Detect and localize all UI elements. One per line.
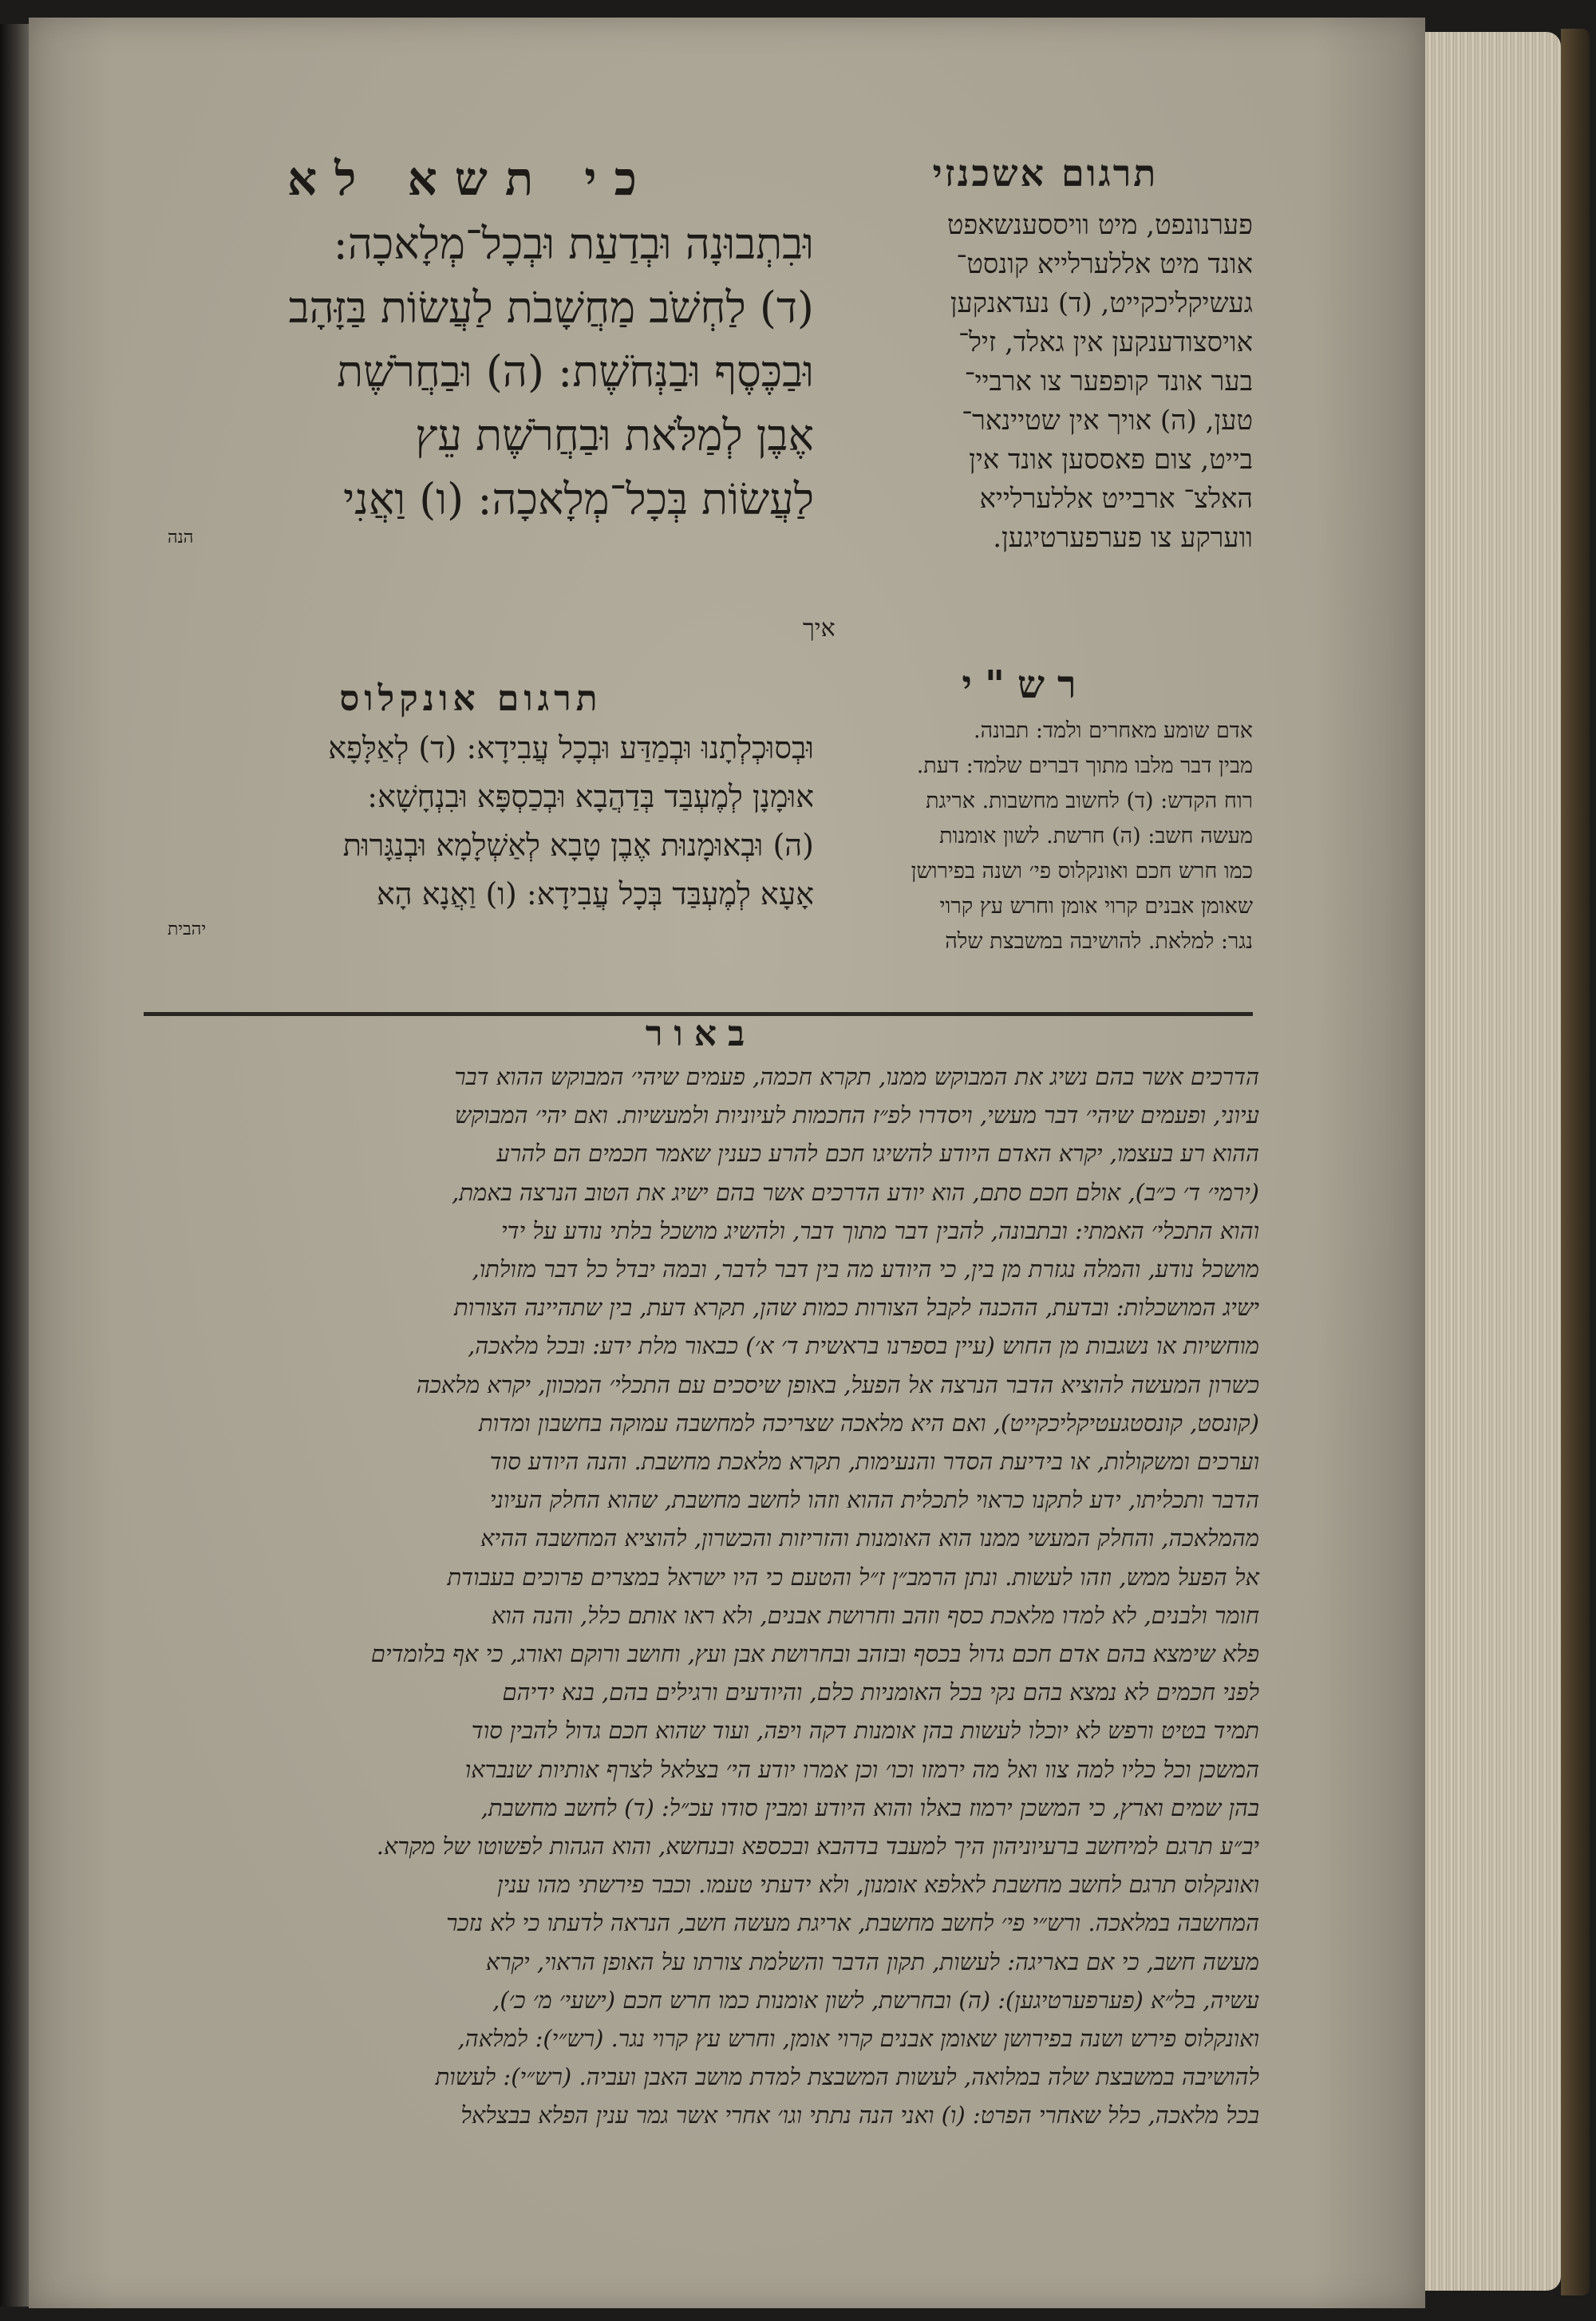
torah-line: אֶבֶן לְמַלֹּאת וּבַחֲרֹשֶׁת עֵץ (415, 410, 814, 461)
biur-line: הדרכים אשר בהם נשיג את המבוקש ממנו, תקרא חכמה, פעמים שיהי׳ המבוקש ההוא דבר (454, 1063, 1259, 1090)
rashi-column (798, 662, 1253, 959)
biur-line: אל הפעל ממש, וזהו לעשות. ונתן הרמב״ן ז״ל והטעם כי היו ישראל במצרים פרוכים בעבודת (447, 1563, 1259, 1591)
biur-line: בהן שמים וארץ, כי המשכן ירמוז באלו והוא היודע ומבין סודו עכ״ל: (ד) לחשב מחשבת, (480, 1793, 1259, 1821)
biur-line: המשכן וכל כליו למה צוו ואל מה ירמזו וכו׳ וכן אמרו יודע הי׳ בצלאל לצרף אותיות שנבראו (464, 1755, 1259, 1783)
rashi-line: כמו חרש חכם ואונקלוס פי׳ ושנה בפירושן (911, 859, 1253, 884)
biur-line: (ירמי׳ ד׳ כ״ב), אולם חכם סתם, הוא יודע הדרכים אשר בהם ישיג את הטוב הנרצה באמת, (452, 1178, 1259, 1206)
onkelos-line: אָעָא לְמֶעְבַּד בְּכָל עֲבִידָא: (ו) וַאֲנָא הָא (376, 876, 814, 911)
onkelos-line: וּבְסוּכְלְתָנוּ וּבְמַדַּע וּבְכָל עֲבִידָא: (ד) לְאַלָּפָא (328, 730, 814, 765)
biur-line: כשרון המעשה להוציא הדבר הנרצה אל הפעל, באופן שיסכים עם התכלי׳ המכוון, יקרא מלאכה (416, 1370, 1259, 1398)
biur-line: עיוני, ופעמים שיהי׳ דבר מעשי, ויסדרו לפ״ז החכמות לעיוניות ולמעשיות. ואם יהי׳ המבוקש (454, 1101, 1259, 1129)
biur-line: מושכל נודע, והמלה נגזרת מן בין, כי היודע מה בין דבר לדבר, ובמה יבדל כל דבר מזולתו, (472, 1255, 1259, 1283)
rashi-line: מעשה חשב: (ה) חרשת. לשון אומנות (939, 824, 1253, 848)
onkelos-title: תרגום אונקלוס (339, 678, 602, 719)
biur-line: מהמלאכה, והחלק המעשי ממנו הוא האומנות והזריזות והכשרון, להוציא המחשבה ההיא (480, 1524, 1259, 1552)
ashkenazi-line: אונד מיט אללערלייא קונסט־ (956, 248, 1253, 280)
onkelos-column (128, 678, 814, 939)
ashkenazi-catchword: איך (803, 615, 836, 643)
rashi-line: רוח הקדש: (ד) לחשוב מחשבות. אריגת (926, 789, 1253, 813)
rashi-line: מבין דבר מלבו מתוך דברים שלמד: דעת. (916, 753, 1253, 778)
book-cover-edge (1561, 29, 1590, 2295)
biur-line: ההוא רע בעצמו, יקרא האדם היודע להשיגו חכם להרע כענין שאמר חכמים הם להרע (496, 1140, 1259, 1168)
page-stack-edge (1425, 32, 1561, 2291)
ashkenazi-title: תרגום אשכנזי (932, 152, 1159, 195)
ashkenazi-line: ווערקע צו פערפערטיגען. (993, 522, 1253, 554)
rashi-line: אדם שומע מאחרים ולמד: תבונה. (974, 718, 1253, 743)
biur-line: ואונקלוס פירש ושנה בפירושן שאומן אבנים קרוי אומן, וחרש עץ קרוי נגר. (רש״י): למלאה, (457, 2025, 1259, 2053)
torah-line: לַעֲשׂוֹת בְּכָל־מְלָאכָה: (ו) וַאֲנִי (343, 474, 814, 524)
onkelos-catchword: יהבית (168, 919, 207, 939)
ashkenazi-line: בער אונד קופפער צו ארביי־ (964, 366, 1253, 397)
biur-line: לפני חכמים לא נמצא בהם נקי בכל האומניות כלם, והיודעים ורגילים בהם, בנא ידיהם (502, 1678, 1259, 1706)
biur-line: (קונסט, קונסטגעטיקליכקייט), ואם היא מלאכה שצריכה למחשבה עמוקה בחשבון ומדות (478, 1409, 1259, 1437)
biur-line: המחשבה במלאכה. ורש״י פי׳ לחשב מחשבת, אריגת מעשה חשב, הנראה לדעתו כי לא נזכר (446, 1909, 1259, 1937)
ashkenazi-line: געשיקליכקייט, (ד) נעדאנקען (950, 287, 1253, 319)
ashkenazi-line: טען, (ה) אויך אין שטיינאר־ (962, 405, 1253, 437)
rashi-title: רש"י (962, 662, 1089, 707)
ashkenazi-line: פערנונפט, מיט וויססענשאפט (946, 209, 1253, 241)
torah-line: וּבַכֶּסֶף וּבַנְּחֹשֶׁת: (ה) וּבַחֲרֹשֶׁת (337, 346, 814, 397)
biur-line: והוא התכלי׳ האמתי: ובתבונה, להבין דבר מתוך דבר, ולהשיג מושכל בלתי נודע על ידי (500, 1216, 1259, 1244)
biur-line: פלא שימצא בהם אדם חכם גדול בכסף ובזהב ובחרושת אבן ועץ, וחושב ורוקם ואורג, כי אף בלומדים (370, 1640, 1259, 1668)
biur-commentary (142, 1014, 1259, 2135)
torah-line: (ד) לַחְשֹׁב מַחֲשָׁבֹת לַעֲשׂוֹת בַּזָּהָב (288, 283, 814, 333)
torah-line: וּבִתְבוּנָה וּבְדַעַת וּבְכָל־מְלָאכָה: (333, 219, 814, 269)
biur-line: ישיג המושכלות: ובדעת, ההכנה לקבל הצורות כמות שהן, תקרא דעת, בין שתהיינה הצורות (453, 1294, 1259, 1322)
biur-line: יב״ע תרגם למיחשב ברעיוניהון היך למעבד בדהבא ובכספא ובנחשא, והוא הגהות לפשוטו של מקרא. (376, 1833, 1259, 1860)
torah-catchword: הנה (168, 528, 194, 548)
rashi-line: שאומן אבנים קרוי אומן וחרש עץ קרוי (939, 894, 1253, 919)
ashkenazi-line: אויסצודענקען אין גאלד, זיל־ (958, 326, 1253, 358)
torah-text-column (128, 152, 814, 548)
rashi-line: נגר: למלאת. להושיבה במשבצת שלה (945, 929, 1253, 954)
running-header: כי תשא לא (287, 152, 654, 206)
biur-line: להושיבה במשבצת שלה במלואה, לעשות המשבצת למדת מושב האבן ועביה. (רש״י): לעשות (435, 2063, 1259, 2091)
biur-line: מעשה חשב, כי אם באריגה: לעשות, תקון הדבר והשלמת צורתו על האופן הראוי, יקרא (485, 1947, 1259, 1975)
onkelos-line: אוּמָנָן לְמֶעְבַּד בְּדַהֲבָא וּבְכַסְפָּא וּבִנְחָשָׁא: (367, 779, 814, 814)
biur-line: עשיה, בל״א (פערפערטיגען): (ה) ובחרשת, לשון אומנות כמו חרש חכם (ישעי׳ מ׳ כ׳), (492, 1986, 1259, 2014)
biur-line: בכל מלאכה, כלל שאחרי הפרט: (ו) ואני הנה נתתי וגו׳ אחרי אשר גמר ענין הפלא בבצלאל (460, 2102, 1259, 2129)
biur-line: וערכים ומשקולות, או בידיעת הסדר והנעימות, תקרא מלאכת מחשבת. והנה היודע סוד (489, 1448, 1259, 1476)
biur-line: מוחשיות או נשגבות מן החוש (עיין בספרנו בראשית ד׳ א׳) כבאור מלת ידע: ובכל מלאכה, (468, 1332, 1259, 1360)
biur-title: באור (645, 1014, 757, 1054)
onkelos-line: (ה) וּבְאוּמָנוּת אֶבֶן טָבָא לְאַשְׁלָמָא וּבְנַגָּרוּת (342, 828, 814, 863)
book-spine-edge (0, 24, 29, 2307)
biur-line: ואונקלוס תרגם לחשב מחשבת לאלפא אומנון, ולא ידעתי טעמו. וכבר פירשתי מהו ענין (497, 1871, 1259, 1899)
ashkenazi-translation-column (803, 152, 1253, 643)
ashkenazi-line: האלצ־ ארבייט אללערלייא (979, 483, 1253, 515)
biur-line: חומר ולבנים, לא למדו מלאכת כסף וזהב וחרושת אבנים, ולא ראו אותם כלל, והנה הוא (491, 1601, 1259, 1629)
ashkenazi-line: בייט, צום פאססען אונד אין (969, 444, 1253, 476)
biur-line: הדבר ותכליתו, ידע לתקנו כראוי לתכלית ההוא וזהו לחשב מחשבת, שהוא החלק העיוני (489, 1486, 1259, 1514)
biur-line: תמיד בטיט ורפש לא יוכלו לעשות בהן אומנות דקה ויפה, ועוד שהוא חכם גדול להבין סוד (471, 1717, 1259, 1745)
